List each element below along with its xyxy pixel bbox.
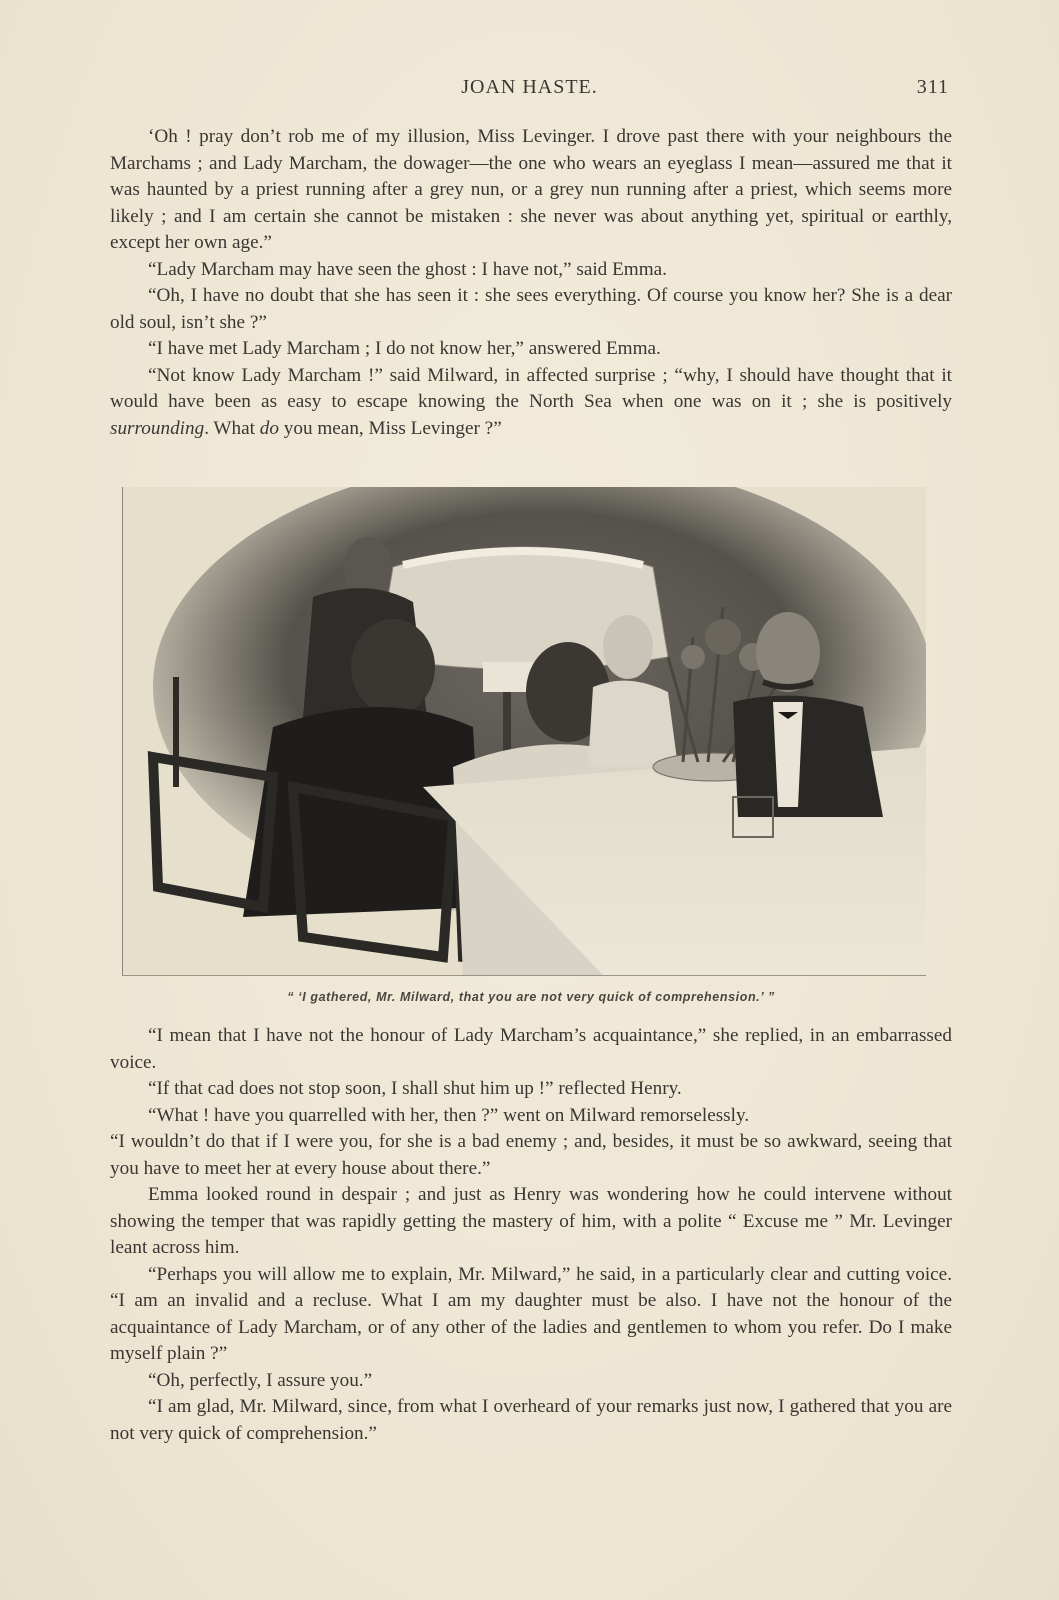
italic-text: surrounding [110,417,205,439]
text-run: “Not know Lady Marcham !” said Milward, in affected surprise ; “why, I should have thought that it would have been as easy to escape knowing the North Sea when one was on it ; she is positively [110,364,952,412]
paragraph [110,1023,952,1076]
paragraph [110,283,952,336]
text-run: Emma looked round in despair ; and just as Henry was wondering how he could intervene without showing the temper that was rapidly getting the mastery of him, with a polite “ Excuse me ” Mr. Levinger leant across him. [110,1184,952,1258]
figure-caption: “ ‘I gathered, Mr. Milward, that you are not very quick of comprehension.’ ” [287,990,775,1004]
paragraph [110,1368,952,1395]
running-title: JOAN HASTE. [461,76,598,98]
paragraph [110,257,952,284]
text-run: . What [204,417,260,439]
running-head [0,76,1059,106]
text-run: “I wouldn’t do that if I were you, for she is a bad enemy ; and, besides, it must be so awkward, seeing that you have to meet her at every house about there.” [110,1131,952,1179]
paragraph [110,1182,952,1262]
paragraph [110,1394,952,1447]
text-block-before-figure [110,124,952,442]
text-run: “I am glad, Mr. Milward, since, from what I overheard of your remarks just now, I gathered that you are not very quick of comprehension.” [110,1396,952,1444]
text-block-after-figure [110,1023,952,1447]
text-run: you mean, Miss Levinger ?” [278,417,502,439]
text-run: ‘Oh ! pray don’t rob me of my illusion, Miss Levinger. I drove past there with your neighbours the Marchams ; and Lady Marcham, the dowager—the one who wears an eyeglass I mean—assured me that it was haunted by a priest running after a grey nun, or a grey nun running after a priest, which seems more likely ; and I am certain she cannot be mistaken : she never was about anything yet, spiritual or earthly, except her own age.” [110,126,952,253]
paragraph [110,363,952,443]
paragraph [110,1262,952,1368]
text-run: “What ! have you quarrelled with her, then ?” went on Milward remorselessly. [148,1104,750,1126]
text-run: “Oh, I have no doubt that she has seen it : she sees everything. Of course you know her? She is a dear old soul, isn’t she ?” [110,285,952,333]
italic-text: do [259,417,279,439]
text-run: “Perhaps you will allow me to explain, Mr. Milward,” he said, in a particularly clear and cutting voice. “I am an invalid and a recluse. What I am my daughter must be also. I have not the honour of the acquaintance of Lady Marcham, or of any other of the ladies and gentlemen to whom you refer. Do I make myself plain ?” [110,1263,952,1364]
paragraph [110,1076,952,1103]
paragraph [110,1129,952,1182]
illustration-artwork [123,487,926,975]
paragraph [110,124,952,257]
text-run: “If that cad does not stop soon, I shall shut him up !” reflected Henry. [148,1078,682,1099]
text-run: “I have met Lady Marcham ; I do not know her,” answered Emma. [148,338,661,359]
text-run: “Lady Marcham may have seen the ghost : I have not,” said Emma. [148,258,667,280]
paragraph [110,336,952,363]
paragraph [110,1103,952,1130]
illustration-dinner-scene [122,487,926,976]
text-run: “Oh, perfectly, I assure you.” [148,1369,373,1391]
page-number: 311 [916,76,949,98]
text-run: “I mean that I have not the honour of Lady Marcham’s acquaintance,” she replied, in an embarrassed voice. [110,1025,952,1073]
